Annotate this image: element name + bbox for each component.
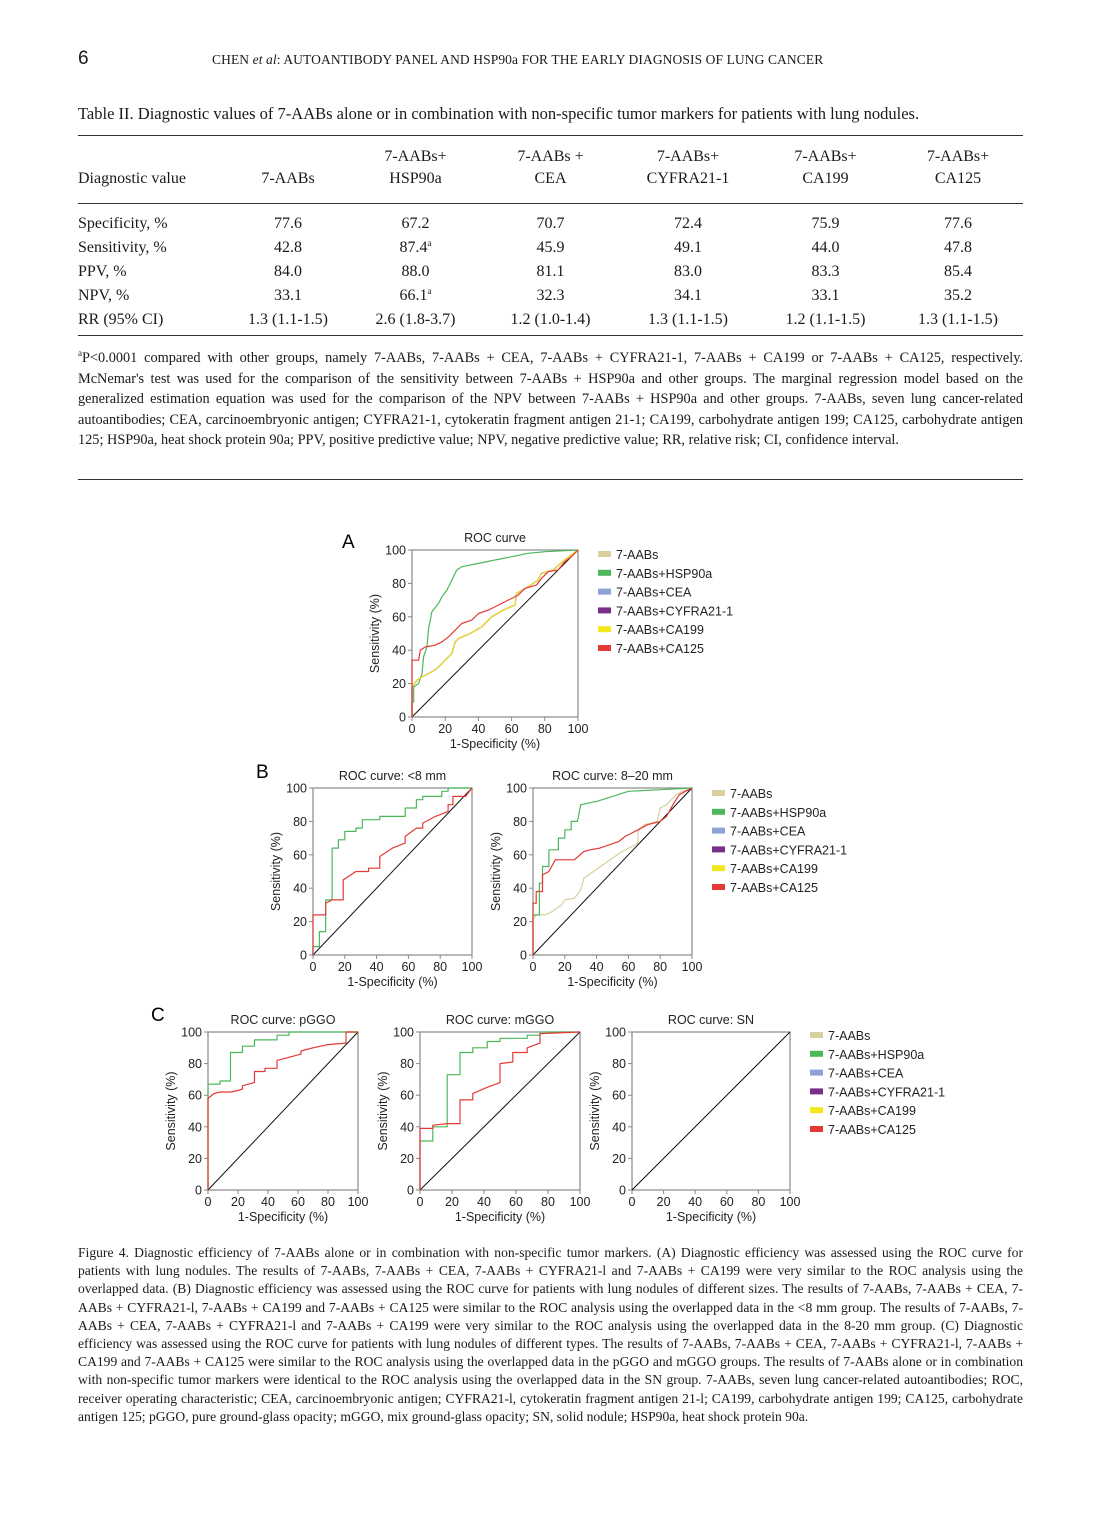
cell-value: 66.1 xyxy=(399,287,428,304)
x-tick-label: 0 xyxy=(309,960,317,974)
legend-label: 7-AABs xyxy=(828,1029,871,1043)
legend-swatch xyxy=(712,790,725,796)
cell-value: 34.1 xyxy=(674,287,702,304)
y-tick-label: 0 xyxy=(399,710,406,725)
x-tick-label: 40 xyxy=(261,1195,275,1209)
legend-label: 7-AABs+CYFRA21-1 xyxy=(730,843,848,858)
cell-value: 32.3 xyxy=(536,287,565,304)
y-tick-label: 80 xyxy=(612,1057,626,1072)
x-tick-label: 0 xyxy=(529,960,537,974)
x-tick-label: 100 xyxy=(461,960,483,974)
roc-chart-b2 xyxy=(489,769,702,989)
x-tick-label: 0 xyxy=(628,1195,636,1209)
y-tick-label: 20 xyxy=(513,915,527,930)
x-tick-label: 40 xyxy=(369,960,384,974)
y-tick-label: 40 xyxy=(612,1120,626,1135)
cell-value: 1.3 (1.1-1.5) xyxy=(648,311,728,328)
y-axis-label: Sensitivity (%) xyxy=(269,831,283,912)
x-tick-label: 20 xyxy=(656,1195,671,1209)
column-header-line2: CA199 xyxy=(802,170,849,187)
y-tick-label: 80 xyxy=(293,814,307,829)
roc-chart-a xyxy=(368,531,588,751)
legend-label: 7-AABs xyxy=(616,548,659,562)
x-axis-label: 1-Specificity (%) xyxy=(237,1210,329,1224)
column-header-line1: 7-AABs+ xyxy=(384,148,447,165)
cell-value: 75.9 xyxy=(811,215,840,232)
y-tick-label: 0 xyxy=(619,1183,626,1198)
legend-label: 7-AABs+CA199 xyxy=(828,1104,916,1119)
x-tick-label: 100 xyxy=(567,722,589,736)
legend-swatch xyxy=(598,589,611,595)
y-tick-label: 0 xyxy=(195,1183,202,1198)
cell-value: 35.2 xyxy=(944,287,972,304)
x-tick-label: 0 xyxy=(416,1195,424,1209)
legend-swatch xyxy=(810,1051,823,1057)
roc-chart-c2 xyxy=(376,1013,590,1224)
x-tick-label: 60 xyxy=(291,1195,305,1209)
y-tick-label: 20 xyxy=(612,1151,626,1166)
y-tick-label: 60 xyxy=(400,1088,414,1103)
chart-title: ROC curve: mGGO xyxy=(445,1013,555,1027)
legend-swatch xyxy=(598,551,611,557)
legend-swatch xyxy=(810,1070,823,1076)
legend-label: 7-AABs+CA125 xyxy=(616,642,704,656)
roc-chart-c1 xyxy=(164,1013,368,1224)
row-label: Sensitivity, % xyxy=(78,239,167,256)
legend-label: 7-AABs+CA125 xyxy=(730,881,818,895)
y-axis-label: Sensitivity (%) xyxy=(164,1071,178,1151)
y-tick-label: 0 xyxy=(520,948,527,963)
y-tick-label: 60 xyxy=(513,848,527,863)
x-tick-label: 100 xyxy=(779,1195,801,1209)
cell-value: 87.4 xyxy=(399,239,428,256)
legend-label: 7-AABs+CEA xyxy=(616,585,692,600)
x-tick-label: 20 xyxy=(438,722,453,736)
legend-label: 7-AABs+HSP90a xyxy=(828,1047,925,1062)
legend-swatch xyxy=(712,828,725,834)
cell-value: 85.4 xyxy=(944,263,972,280)
cell-value: 49.1 xyxy=(674,239,702,256)
table-caption: Table II. Diagnostic values of 7-AABs alone or in combination with non-specific tumor markers for patients with lung nodules. xyxy=(78,104,920,123)
legend-label: 7-AABs+CA125 xyxy=(828,1123,916,1137)
x-tick-label: 20 xyxy=(337,960,352,974)
column-header-line1: 7-AABs+ xyxy=(926,148,990,165)
y-tick-label: 80 xyxy=(513,814,527,829)
y-tick-label: 40 xyxy=(513,881,527,896)
figure-caption: Figure 4. Diagnostic efficiency of 7-AABs alone or in combination with non-specific tumor markers. (A) Diagnostic efficiency was assessed using the ROC curve for patients with lung nodules. The results of 7-AABs, 7-AABs + CEA, 7-AABs + CYFRA21-l and 7-AABs + CA199 were very similar to the ROC analysis using the overlapped data. (B) Diagnostic efficiency was assessed using the ROC curve for patients with lung nodules of different sizes. The results of 7-AABs, 7-AABs + CEA, 7-AABs + CYFRA21-l, 7-AABs + CA199 and 7-AABs + CA125 were similar to the ROC analysis using the overlapped data in the <8 mm group. The results of 7-AABs, 7-AABs + CEA, 7-AABs + CYFRA21-l and 7-AABs + CA199 were very similar to the ROC analysis using the overlapped data in the 8-20 mm group. (C) Diagnostic efficiency was assessed using the ROC curve for patients with lung nodules of different types. The results of 7-AABs, 7-AABs + CEA, 7-AABs + CYFRA21-l, 7-AABs + CA199 and 7-AABs + CA125 were similar to the ROC analysis using the overlapped data in the pGGO and mGGO groups. The results of 7-AABs alone or in combination with non-specific tumor markers were identical to the ROC analysis using the overlapped data in the SN group. 7-AABs, seven lung cancer-related autoantibodies; ROC, receiver operating characteristic; CEA, carcinoembryonic antigen; CYFRA21-l, cytokeratin fragment antigen 21-l; CA199, carbohydrate antigen 199; CA125, carbohydrate antigen 125; pGGO, pure ground-glass opacity; mGGO, mix ground-glass opacity; SN, solid nodule; HSP90a, heat shock protein 90a. xyxy=(78,1245,1023,1424)
cell-value: 45.9 xyxy=(536,239,565,256)
cell-value: 1.3 (1.1-1.5) xyxy=(918,311,998,328)
cell-superscript: a xyxy=(427,238,432,248)
x-tick-label: 60 xyxy=(504,722,519,736)
row-label: NPV, % xyxy=(78,287,130,304)
column-header-line2: CYFRA21-1 xyxy=(646,170,730,187)
column-header-line1: 7-AABs+ xyxy=(794,148,857,165)
cell-value: 84.0 xyxy=(274,263,302,280)
y-tick-label: 60 xyxy=(392,610,406,625)
cell-value: 67.2 xyxy=(401,215,430,232)
legend xyxy=(810,1029,945,1137)
cell-value: 47.8 xyxy=(944,239,972,256)
x-tick-label: 0 xyxy=(204,1195,212,1209)
legend-swatch xyxy=(712,846,725,852)
column-header-line2: CA125 xyxy=(934,170,982,187)
legend-label: 7-AABs+CA199 xyxy=(616,623,704,638)
cell-value: 88.0 xyxy=(401,263,430,280)
y-tick-label: 100 xyxy=(181,1025,202,1040)
row-label: RR (95% CI) xyxy=(78,311,164,328)
x-tick-label: 40 xyxy=(688,1195,703,1209)
legend-swatch xyxy=(810,1107,823,1113)
legend-label: 7-AABs+CA199 xyxy=(730,862,818,877)
chart-title: ROC curve: pGGO xyxy=(230,1013,336,1027)
legend-swatch xyxy=(598,570,611,576)
legend-swatch xyxy=(598,626,611,632)
x-tick-label: 0 xyxy=(408,722,416,736)
cell-value: 1.2 (1.1-1.5) xyxy=(785,311,866,328)
x-tick-label: 20 xyxy=(231,1195,245,1209)
legend-label: 7-AABs+CYFRA21-1 xyxy=(616,604,734,619)
y-axis-label: Sensitivity (%) xyxy=(489,831,503,912)
panel-label-c: C xyxy=(151,1005,165,1026)
legend-label: 7-AABs+HSP90a xyxy=(616,566,713,581)
y-tick-label: 60 xyxy=(293,848,307,863)
y-tick-label: 40 xyxy=(400,1120,414,1135)
x-tick-label: 60 xyxy=(401,960,416,974)
y-tick-label: 80 xyxy=(188,1057,202,1072)
y-axis-label: Sensitivity (%) xyxy=(368,593,382,674)
x-tick-label: 40 xyxy=(589,960,604,974)
reference-diagonal xyxy=(313,788,472,955)
x-axis-label: 1-Specificity (%) xyxy=(454,1210,546,1224)
column-header-line2: 7-AABs xyxy=(261,170,315,187)
y-axis-label: Sensitivity (%) xyxy=(376,1071,390,1151)
x-tick-label: 100 xyxy=(681,960,703,974)
row-label: Specificity, % xyxy=(78,215,168,232)
y-tick-label: 100 xyxy=(393,1025,414,1040)
x-tick-label: 60 xyxy=(719,1195,734,1209)
page-number: 6 xyxy=(78,48,89,69)
reference-diagonal xyxy=(412,550,578,717)
legend-label: 7-AABs+CYFRA21-1 xyxy=(828,1085,946,1100)
cell-value: 1.3 (1.1-1.5) xyxy=(248,311,328,328)
running-head-prefix: CHEN xyxy=(212,52,253,67)
chart-title: ROC curve: SN xyxy=(667,1013,755,1027)
column-header-line2: CEA xyxy=(534,170,567,187)
y-tick-label: 80 xyxy=(392,576,406,591)
column-header-line2: HSP90a xyxy=(389,170,442,187)
y-tick-label: 20 xyxy=(293,915,307,930)
cell-value: 42.8 xyxy=(274,239,302,256)
legend-swatch xyxy=(712,865,725,871)
x-tick-label: 80 xyxy=(537,722,552,736)
x-tick-label: 60 xyxy=(621,960,636,974)
footnote-text: P<0.0001 compared with other groups, namely 7-AABs, 7-AABs + CEA, 7-AABs + CYFRA21-1, 7-AABs + CA199 or 7-AABs + CA125, respectively. McNemar's test was used for the comparison of the sensitivity between 7-AABs + HSP90a and other groups. The marginal regression model based on the generalized estimation equation was used for the comparison of the NPV between 7-AABs + HSP90a and other groups. 7-AABs, seven lung cancer-related autoantibodies; CEA, carcinoembryonic antigen; CYFRA21-1, cytokeratin fragment antigen 21-1; CA199, carbohydrate antigen 199; CA125, carbohydrate antigen 125; HSP90a, heat shock protein 90a; PPV, positive predictive value; NPV, negative predictive value; RR, relative risk; CI, confidence interval. xyxy=(78,350,1023,448)
cell-value: 81.1 xyxy=(536,263,565,280)
legend xyxy=(712,787,847,895)
y-tick-label: 40 xyxy=(392,643,406,658)
x-tick-label: 40 xyxy=(477,1195,491,1209)
cell-value: 33.1 xyxy=(274,287,302,304)
panel-label-b: B xyxy=(256,762,269,783)
legend-label: 7-AABs xyxy=(730,787,773,801)
y-tick-label: 100 xyxy=(286,781,307,796)
reference-diagonal xyxy=(420,1032,580,1190)
y-tick-label: 80 xyxy=(400,1057,414,1072)
cell-value: 33.1 xyxy=(811,287,840,304)
x-axis-label: 1-Specificity (%) xyxy=(567,975,658,989)
y-tick-label: 60 xyxy=(188,1088,202,1103)
legend-label: 7-AABs+CEA xyxy=(730,824,806,839)
cell-value: 77.6 xyxy=(944,215,972,232)
column-header-line2: Diagnostic value xyxy=(78,170,186,187)
y-tick-label: 40 xyxy=(188,1120,202,1135)
legend xyxy=(598,548,733,656)
legend-label: 7-AABs+CEA xyxy=(828,1066,904,1081)
column-header-line1: 7-AABs+ xyxy=(656,148,720,165)
row-label: PPV, % xyxy=(78,263,127,280)
cell-value: 77.6 xyxy=(274,215,302,232)
y-tick-label: 100 xyxy=(605,1025,626,1040)
cell-value: 1.2 (1.0-1.4) xyxy=(510,311,591,328)
y-tick-label: 20 xyxy=(392,677,406,692)
x-axis-label: 1-Specificity (%) xyxy=(449,737,541,751)
legend-swatch xyxy=(598,645,611,651)
y-axis-label: Sensitivity (%) xyxy=(588,1071,602,1151)
legend-swatch xyxy=(810,1126,823,1132)
cell-superscript: a xyxy=(427,286,432,296)
x-tick-label: 20 xyxy=(557,960,572,974)
y-tick-label: 0 xyxy=(300,948,307,963)
y-tick-label: 60 xyxy=(612,1088,626,1103)
chart-title: ROC curve: <8 mm xyxy=(338,769,447,783)
y-tick-label: 100 xyxy=(385,543,406,558)
x-tick-label: 100 xyxy=(569,1195,591,1209)
legend-swatch xyxy=(598,607,611,613)
y-tick-label: 100 xyxy=(506,781,527,796)
cell-value: 83.0 xyxy=(674,263,702,280)
cell-value: 72.4 xyxy=(674,215,702,232)
cell-value: 2.6 (1.8-3.7) xyxy=(375,311,456,328)
legend-label: 7-AABs+HSP90a xyxy=(730,805,827,820)
x-tick-label: 80 xyxy=(751,1195,766,1209)
cell-value: 83.3 xyxy=(811,263,840,280)
footnote-marker: a xyxy=(78,348,82,358)
reference-diagonal xyxy=(632,1032,790,1190)
x-tick-label: 80 xyxy=(321,1195,335,1209)
roc-chart-b1 xyxy=(269,769,482,989)
chart-title: ROC curve: 8–20 mm xyxy=(552,769,673,783)
x-tick-label: 20 xyxy=(445,1195,459,1209)
x-tick-label: 100 xyxy=(347,1195,369,1209)
chart-title: ROC curve xyxy=(464,531,526,545)
x-tick-label: 40 xyxy=(471,722,486,736)
x-axis-label: 1-Specificity (%) xyxy=(347,975,438,989)
x-tick-label: 80 xyxy=(433,960,448,974)
y-tick-label: 0 xyxy=(407,1183,414,1198)
panel-label-a: A xyxy=(342,532,355,553)
legend-swatch xyxy=(810,1032,823,1038)
legend-swatch xyxy=(712,884,725,890)
x-tick-label: 80 xyxy=(653,960,668,974)
running-head-etal: et al xyxy=(252,52,277,67)
column-header-line1: 7-AABs + xyxy=(517,148,584,165)
x-tick-label: 60 xyxy=(509,1195,523,1209)
y-tick-label: 20 xyxy=(400,1151,414,1166)
roc-chart-c3 xyxy=(588,1013,800,1224)
running-head-suffix: : AUTOANTIBODY PANEL AND HSP90a FOR THE EARLY DIAGNOSIS OF LUNG CANCER xyxy=(276,52,824,67)
x-axis-label: 1-Specificity (%) xyxy=(665,1210,757,1224)
y-tick-label: 20 xyxy=(188,1151,202,1166)
legend-swatch xyxy=(712,809,725,815)
cell-value: 44.0 xyxy=(811,239,840,256)
y-tick-label: 40 xyxy=(293,881,307,896)
x-tick-label: 80 xyxy=(541,1195,555,1209)
cell-value: 70.7 xyxy=(536,215,565,232)
legend-swatch xyxy=(810,1088,823,1094)
